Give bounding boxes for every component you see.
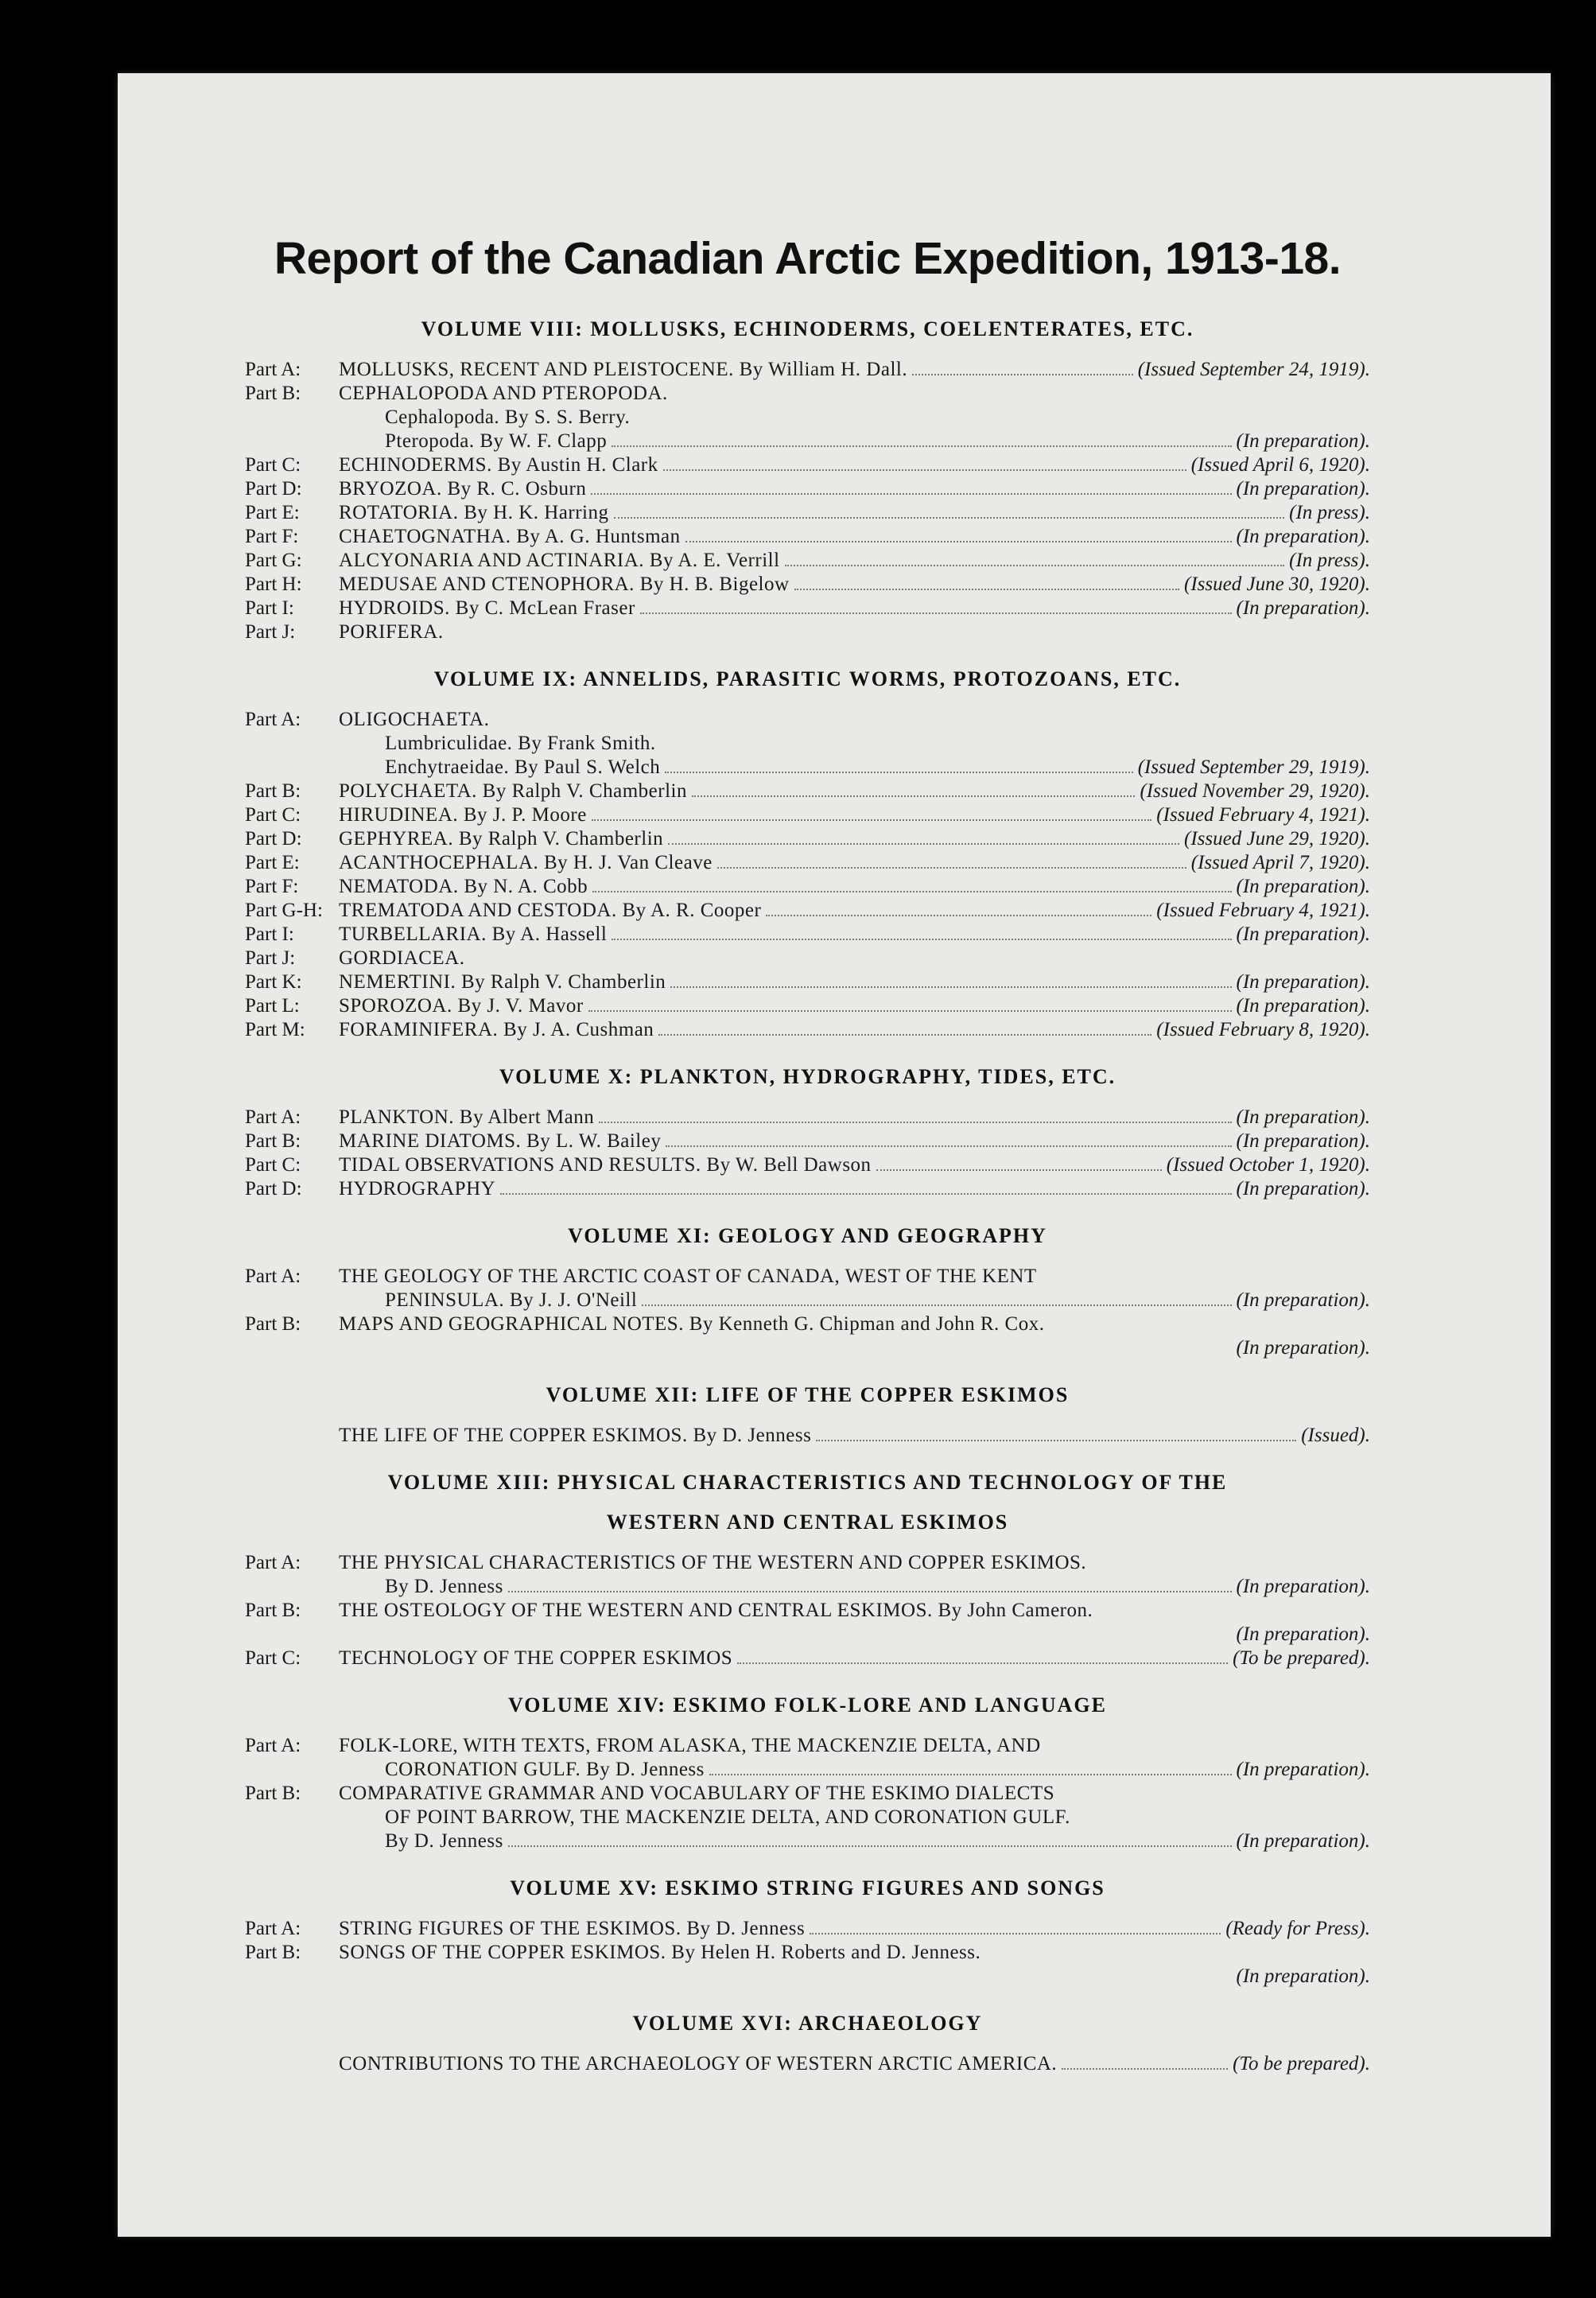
part-entry — [245, 1018, 1370, 1042]
entry-status: (In preparation). — [1236, 526, 1370, 547]
entry-status: (In preparation). — [1236, 1830, 1370, 1852]
entry-line — [339, 803, 1370, 827]
entry-text: MOLLUSKS, RECENT AND PLEISTOCENE. By William H. Dall. — [339, 359, 908, 380]
part-entry — [245, 358, 1370, 382]
part-label: Part C: — [245, 454, 301, 476]
part-entry — [245, 803, 1370, 827]
part-body — [339, 1599, 1370, 1647]
entry-text: GEPHYREA. By Ralph V. Chamberlin — [339, 828, 664, 850]
entry-line — [339, 1336, 1370, 1360]
part-label: Part F: — [245, 526, 299, 547]
dot-leader — [737, 1662, 1228, 1664]
part-entry — [245, 899, 1370, 923]
part-label: Part B: — [245, 1600, 301, 1621]
entry-text: PENINSULA. By J. J. O'Neill — [385, 1289, 638, 1311]
part-entry — [245, 1941, 1370, 1989]
volume-section — [245, 1225, 1370, 1360]
entry-line — [339, 970, 1370, 994]
entry-text: Pteropoda. By W. F. Clapp — [385, 430, 608, 452]
dot-leader — [614, 517, 1285, 519]
dot-leader — [692, 795, 1136, 797]
part-label: Part B: — [245, 1313, 301, 1335]
entry-line — [339, 1806, 1370, 1829]
volume-heading: VOLUME XVI: ARCHAEOLOGY — [632, 2012, 983, 2035]
part-entry — [245, 1647, 1370, 1670]
part-entry — [245, 1734, 1370, 1782]
entry-line — [339, 573, 1370, 597]
dot-leader — [876, 1169, 1162, 1171]
entry-status: (In preparation). — [1236, 1966, 1370, 1987]
entry-text: ALCYONARIA AND ACTINARIA. By A. E. Verrill — [339, 550, 780, 571]
entry-text: SONGS OF THE COPPER ESKIMOS. By Helen H. Roberts and D. Jenness. — [339, 1942, 981, 1963]
part-body — [339, 1265, 1370, 1312]
entry-status: (In preparation). — [1236, 971, 1370, 993]
part-label: Part B: — [245, 1783, 301, 1804]
part-entry — [245, 780, 1370, 803]
entry-text: OF POINT BARROW, THE MACKENZIE DELTA, AND CORONATION GULF. — [385, 1806, 1070, 1828]
entry-text: TIDAL OBSERVATIONS AND RESULTS. By W. Bell Dawson — [339, 1154, 872, 1176]
volume-section — [245, 1066, 1370, 1201]
entry-status: (To be prepared). — [1233, 1647, 1370, 1669]
entry-status: (Issued February 4, 1921). — [1156, 804, 1370, 826]
entry-status: (In preparation). — [1236, 876, 1370, 897]
entry-line — [339, 1965, 1370, 1989]
entry-line — [339, 1265, 1370, 1289]
entry-text: ECHINODERMS. By Austin H. Clark — [339, 454, 658, 476]
part-entry — [245, 2052, 1370, 2076]
part-label: Part M: — [245, 1019, 305, 1040]
dot-leader — [612, 939, 1231, 940]
part-body — [339, 780, 1370, 803]
entry-line — [339, 1424, 1370, 1448]
part-entry — [245, 1106, 1370, 1130]
dot-leader — [588, 1010, 1232, 1012]
part-body — [339, 1782, 1370, 1853]
part-label: Part E: — [245, 852, 300, 873]
entry-line — [339, 1599, 1370, 1623]
entry-status: (Issued June 29, 1920). — [1184, 828, 1370, 850]
dot-leader — [668, 843, 1179, 845]
part-label: Part J: — [245, 621, 296, 643]
volume-heading: VOLUME VIII: MOLLUSKS, ECHINODERMS, COELENTERATES, ETC. — [421, 317, 1194, 340]
dot-leader — [810, 1933, 1221, 1934]
part-body — [339, 1018, 1370, 1042]
entry-line — [339, 1289, 1370, 1312]
dot-leader — [717, 867, 1186, 869]
entry-line — [339, 358, 1370, 382]
entry-status: (In preparation). — [1236, 478, 1370, 500]
part-label — [245, 2052, 339, 2076]
entry-status: (In preparation). — [1236, 430, 1370, 452]
part-label: Part A: — [245, 709, 301, 730]
part-label: Part B: — [245, 780, 301, 802]
entry-text: By D. Jenness — [385, 1576, 503, 1597]
part-label: Part J: — [245, 947, 296, 969]
part-entry — [245, 1551, 1370, 1599]
part-body — [339, 970, 1370, 994]
volume-section — [245, 668, 1370, 1042]
entry-status: (In preparation). — [1236, 1178, 1370, 1200]
part-entry — [245, 620, 1370, 644]
dot-leader — [709, 1774, 1232, 1775]
entry-line — [339, 2052, 1370, 2076]
part-entry — [245, 851, 1370, 875]
part-body — [339, 573, 1370, 597]
part-entry — [245, 501, 1370, 525]
entry-status: (Issued September 24, 1919). — [1137, 359, 1370, 380]
volume-section — [245, 1694, 1370, 1853]
part-label — [245, 1424, 339, 1448]
part-entry — [245, 970, 1370, 994]
dot-leader — [592, 819, 1151, 821]
part-body — [339, 803, 1370, 827]
part-entry — [245, 947, 1370, 970]
entry-status: (In preparation). — [1236, 1130, 1370, 1152]
entry-status: (In preparation). — [1236, 995, 1370, 1017]
entry-text: SPOROZOA. By J. V. Mavor — [339, 995, 584, 1017]
part-label: Part C: — [245, 804, 301, 826]
part-entry — [245, 1424, 1370, 1448]
entry-text: MEDUSAE AND CTENOPHORA. By H. B. Bigelow — [339, 574, 790, 595]
entry-text: Lumbriculidae. By Frank Smith. — [385, 733, 656, 754]
part-label: Part B: — [245, 383, 301, 404]
entry-text: NEMERTINI. By Ralph V. Chamberlin — [339, 971, 666, 993]
part-entry — [245, 827, 1370, 851]
entry-text: PORIFERA. — [339, 621, 444, 643]
part-body — [339, 899, 1370, 923]
entry-text: MARINE DIATOMS. By L. W. Bailey — [339, 1130, 662, 1152]
entry-text: CONTRIBUTIONS TO THE ARCHAEOLOGY OF WESTERN ARCTIC AMERICA. — [339, 2053, 1058, 2074]
dot-leader — [912, 374, 1133, 375]
dot-leader — [599, 1122, 1231, 1123]
entry-text: BRYOZOA. By R. C. Osburn — [339, 478, 587, 500]
dot-leader — [508, 1845, 1232, 1847]
entry-line — [339, 947, 1370, 970]
page-content — [245, 232, 1370, 2100]
part-entry — [245, 549, 1370, 573]
volume-section — [245, 318, 1370, 644]
entry-line — [339, 899, 1370, 923]
part-body — [339, 947, 1370, 970]
entry-text: STRING FIGURES OF THE ESKIMOS. By D. Jenness — [339, 1918, 806, 1939]
part-entry — [245, 1130, 1370, 1153]
part-body — [339, 875, 1370, 899]
part-label: Part L: — [245, 995, 300, 1017]
part-body — [339, 477, 1370, 501]
part-body — [339, 851, 1370, 875]
dot-leader — [663, 469, 1186, 471]
part-body — [339, 1734, 1370, 1782]
entry-line — [339, 1018, 1370, 1042]
part-body — [339, 382, 1370, 453]
entry-line — [339, 1829, 1370, 1853]
part-body — [339, 923, 1370, 947]
entry-text: HYDROGRAPHY — [339, 1178, 496, 1200]
volume-list — [245, 318, 1370, 2076]
entry-text: COMPARATIVE GRAMMAR AND VOCABULARY OF THE ESKIMO DIALECTS — [339, 1783, 1055, 1804]
volume-section — [245, 1472, 1370, 1670]
entry-line — [339, 1177, 1370, 1201]
volume-heading-cont: WESTERN AND CENTRAL ESKIMOS — [606, 1511, 1009, 1534]
part-body — [339, 1312, 1370, 1360]
part-label: Part I: — [245, 923, 294, 945]
dot-leader — [670, 986, 1231, 988]
entry-status: (In preparation). — [1236, 1289, 1370, 1311]
part-entry — [245, 1153, 1370, 1177]
part-body — [339, 1106, 1370, 1130]
entry-status: (In press). — [1289, 502, 1370, 523]
entry-line — [339, 549, 1370, 573]
dot-leader — [665, 772, 1132, 773]
page-title: Report of the Canadian Arctic Expedition, 1913-18. — [274, 233, 1342, 284]
part-entry — [245, 1265, 1370, 1312]
part-entry — [245, 1599, 1370, 1647]
entry-line — [339, 1782, 1370, 1806]
part-entry — [245, 1312, 1370, 1360]
entry-line — [339, 732, 1370, 756]
part-entry — [245, 1177, 1370, 1201]
entry-line — [339, 620, 1370, 644]
part-label: Part K: — [245, 971, 302, 993]
volume-heading: VOLUME XII: LIFE OF THE COPPER ESKIMOS — [546, 1383, 1070, 1406]
volume-heading: VOLUME XV: ESKIMO STRING FIGURES AND SONGS — [510, 1876, 1105, 1899]
part-body — [339, 358, 1370, 382]
part-body — [339, 525, 1370, 549]
entry-text: HIRUDINEA. By J. P. Moore — [339, 804, 587, 826]
entry-text: MAPS AND GEOGRAPHICAL NOTES. By Kenneth G. Chipman and John R. Cox. — [339, 1313, 1045, 1335]
part-body — [339, 1424, 1370, 1448]
part-entry — [245, 1782, 1370, 1853]
entry-text: CHAETOGNATHA. By A. G. Huntsman — [339, 526, 681, 547]
dot-leader — [642, 1305, 1231, 1306]
dot-leader — [640, 612, 1232, 614]
part-label: Part F: — [245, 876, 299, 897]
part-label: Part D: — [245, 1178, 302, 1200]
part-entry — [245, 597, 1370, 620]
entry-line — [339, 1575, 1370, 1599]
part-entry — [245, 994, 1370, 1018]
part-body — [339, 1917, 1370, 1941]
entry-line — [339, 1623, 1370, 1647]
entry-text: ROTATORIA. By H. K. Harring — [339, 502, 609, 523]
entry-line — [339, 1312, 1370, 1336]
entry-line — [339, 453, 1370, 477]
part-label: Part A: — [245, 359, 301, 380]
part-body — [339, 1647, 1370, 1670]
entry-text: THE OSTEOLOGY OF THE WESTERN AND CENTRAL ESKIMOS. By John Cameron. — [339, 1600, 1093, 1621]
part-body — [339, 708, 1370, 780]
entry-line — [339, 875, 1370, 899]
part-label: Part H: — [245, 574, 302, 595]
entry-text: CORONATION GULF. By D. Jenness — [385, 1759, 705, 1780]
entry-line — [339, 1941, 1370, 1965]
entry-status: (In preparation). — [1236, 597, 1370, 619]
entry-text: THE PHYSICAL CHARACTERISTICS OF THE WESTERN AND COPPER ESKIMOS. — [339, 1552, 1087, 1573]
entry-line — [339, 1758, 1370, 1782]
entry-status: (In preparation). — [1236, 1759, 1370, 1780]
entry-status: (Issued February 8, 1920). — [1156, 1019, 1370, 1040]
part-entry — [245, 923, 1370, 947]
volume-heading: VOLUME XIII: PHYSICAL CHARACTERISTICS AND TECHNOLOGY OF THE — [387, 1471, 1228, 1494]
dot-leader — [766, 915, 1151, 916]
entry-line — [339, 923, 1370, 947]
part-body — [339, 620, 1370, 644]
part-label: Part D: — [245, 828, 302, 850]
entry-status: (Issued). — [1301, 1425, 1370, 1446]
dot-leader — [1062, 2068, 1228, 2070]
part-label: Part C: — [245, 1154, 301, 1176]
part-label: Part G-H: — [245, 900, 323, 921]
entry-status: (In preparation). — [1236, 1106, 1370, 1128]
entry-line — [339, 994, 1370, 1018]
entry-line — [339, 1917, 1370, 1941]
volume-section — [245, 2012, 1370, 2076]
entry-line — [339, 1130, 1370, 1153]
entry-status: (Issued April 7, 1920). — [1190, 852, 1370, 873]
entry-line — [339, 780, 1370, 803]
part-label: Part B: — [245, 1942, 301, 1963]
entry-status: (In preparation). — [1236, 1576, 1370, 1597]
entry-status: (Issued October 1, 1920). — [1166, 1154, 1370, 1176]
document-page — [118, 73, 1551, 2237]
part-entry — [245, 708, 1370, 780]
entry-status: (Ready for Press). — [1225, 1918, 1370, 1939]
part-entry — [245, 525, 1370, 549]
entry-text: FOLK-LORE, WITH TEXTS, FROM ALASKA, THE MACKENZIE DELTA, AND — [339, 1735, 1041, 1756]
entry-text: FORAMINIFERA. By J. A. Cushman — [339, 1019, 654, 1040]
entry-text: THE GEOLOGY OF THE ARCTIC COAST OF CANADA, WEST OF THE KENT — [339, 1266, 1037, 1287]
part-label: Part A: — [245, 1266, 301, 1287]
entry-status: (Issued November 29, 1920). — [1140, 780, 1370, 802]
volume-section — [245, 1877, 1370, 1989]
part-entry — [245, 875, 1370, 899]
part-body — [339, 1551, 1370, 1599]
entry-status: (In preparation). — [1236, 1337, 1370, 1359]
entry-status: (In preparation). — [1236, 923, 1370, 945]
volume-heading: VOLUME IX: ANNELIDS, PARASITIC WORMS, PROTOZOANS, ETC. — [433, 667, 1182, 690]
entry-status: (In press). — [1289, 550, 1370, 571]
part-body — [339, 501, 1370, 525]
entry-line — [339, 756, 1370, 780]
entry-text: Cephalopoda. By S. S. Berry. — [385, 406, 631, 428]
dot-leader — [500, 1193, 1231, 1195]
part-body — [339, 549, 1370, 573]
entry-line — [339, 525, 1370, 549]
part-label: Part B: — [245, 1130, 301, 1152]
part-label: Part A: — [245, 1106, 301, 1128]
entry-line — [339, 708, 1370, 732]
part-body — [339, 597, 1370, 620]
entry-text: NEMATODA. By N. A. Cobb — [339, 876, 588, 897]
part-entry — [245, 1917, 1370, 1941]
part-label: Part A: — [245, 1918, 301, 1939]
entry-line — [339, 501, 1370, 525]
entry-line — [339, 430, 1370, 453]
part-label: Part A: — [245, 1735, 301, 1756]
dot-leader — [816, 1440, 1296, 1441]
entry-line — [339, 1106, 1370, 1130]
entry-status: (Issued September 29, 1919). — [1137, 756, 1370, 778]
dot-leader — [508, 1591, 1232, 1592]
entry-line — [339, 406, 1370, 430]
part-body — [339, 827, 1370, 851]
dot-leader — [658, 1034, 1151, 1036]
entry-line — [339, 597, 1370, 620]
part-body — [339, 1177, 1370, 1201]
entry-line — [339, 1647, 1370, 1670]
entry-status: (Issued April 6, 1920). — [1190, 454, 1370, 476]
entry-status: (Issued February 4, 1921). — [1156, 900, 1370, 921]
entry-line — [339, 382, 1370, 406]
part-label: Part A: — [245, 1552, 301, 1573]
entry-text: GORDIACEA. — [339, 947, 465, 969]
entry-text: ACANTHOCEPHALA. By H. J. Van Cleave — [339, 852, 713, 873]
part-body — [339, 2052, 1370, 2076]
entry-line — [339, 1153, 1370, 1177]
entry-text: By D. Jenness — [385, 1830, 503, 1852]
volume-heading: VOLUME XI: GEOLOGY AND GEOGRAPHY — [568, 1224, 1047, 1247]
dot-leader — [612, 445, 1231, 447]
entry-text: Enchytraeidae. By Paul S. Welch — [385, 756, 661, 778]
entry-text: POLYCHAETA. By Ralph V. Chamberlin — [339, 780, 687, 802]
entry-text: TURBELLARIA. By A. Hassell — [339, 923, 608, 945]
entry-status: (Issued June 30, 1920). — [1184, 574, 1370, 595]
entry-text: HYDROIDS. By C. McLean Fraser — [339, 597, 635, 619]
part-body — [339, 1130, 1370, 1153]
entry-text: OLIGOCHAETA. — [339, 709, 490, 730]
entry-line — [339, 851, 1370, 875]
dot-leader — [666, 1145, 1231, 1147]
dot-leader — [592, 891, 1231, 892]
part-label: Part D: — [245, 478, 302, 500]
dot-leader — [794, 589, 1179, 590]
part-entry — [245, 477, 1370, 501]
entry-line — [339, 1551, 1370, 1575]
part-body — [339, 453, 1370, 477]
entry-text: TREMATODA AND CESTODA. By A. R. Cooper — [339, 900, 762, 921]
entry-text: PLANKTON. By Albert Mann — [339, 1106, 595, 1128]
part-label: Part E: — [245, 502, 300, 523]
entry-text: TECHNOLOGY OF THE COPPER ESKIMOS — [339, 1647, 733, 1669]
part-label: Part C: — [245, 1647, 301, 1669]
entry-line — [339, 827, 1370, 851]
part-entry — [245, 453, 1370, 477]
part-body — [339, 1941, 1370, 1989]
entry-line — [339, 477, 1370, 501]
part-label: Part I: — [245, 597, 294, 619]
part-label: Part G: — [245, 550, 302, 571]
volume-heading: VOLUME XIV: ESKIMO FOLK-LORE AND LANGUAGE — [508, 1693, 1107, 1717]
part-entry — [245, 382, 1370, 453]
entry-status: (In preparation). — [1236, 1623, 1370, 1645]
entry-status: (To be prepared). — [1233, 2053, 1370, 2074]
entry-text: THE LIFE OF THE COPPER ESKIMOS. By D. Jenness — [339, 1425, 812, 1446]
part-body — [339, 1153, 1370, 1177]
part-entry — [245, 573, 1370, 597]
volume-section — [245, 1384, 1370, 1448]
part-body — [339, 994, 1370, 1018]
volume-heading: VOLUME X: PLANKTON, HYDROGRAPHY, TIDES, ETC. — [499, 1065, 1116, 1088]
dot-leader — [591, 493, 1231, 495]
dot-leader — [685, 541, 1232, 542]
dot-leader — [785, 565, 1285, 566]
entry-line — [339, 1734, 1370, 1758]
entry-text: CEPHALOPODA AND PTEROPODA. — [339, 383, 668, 404]
